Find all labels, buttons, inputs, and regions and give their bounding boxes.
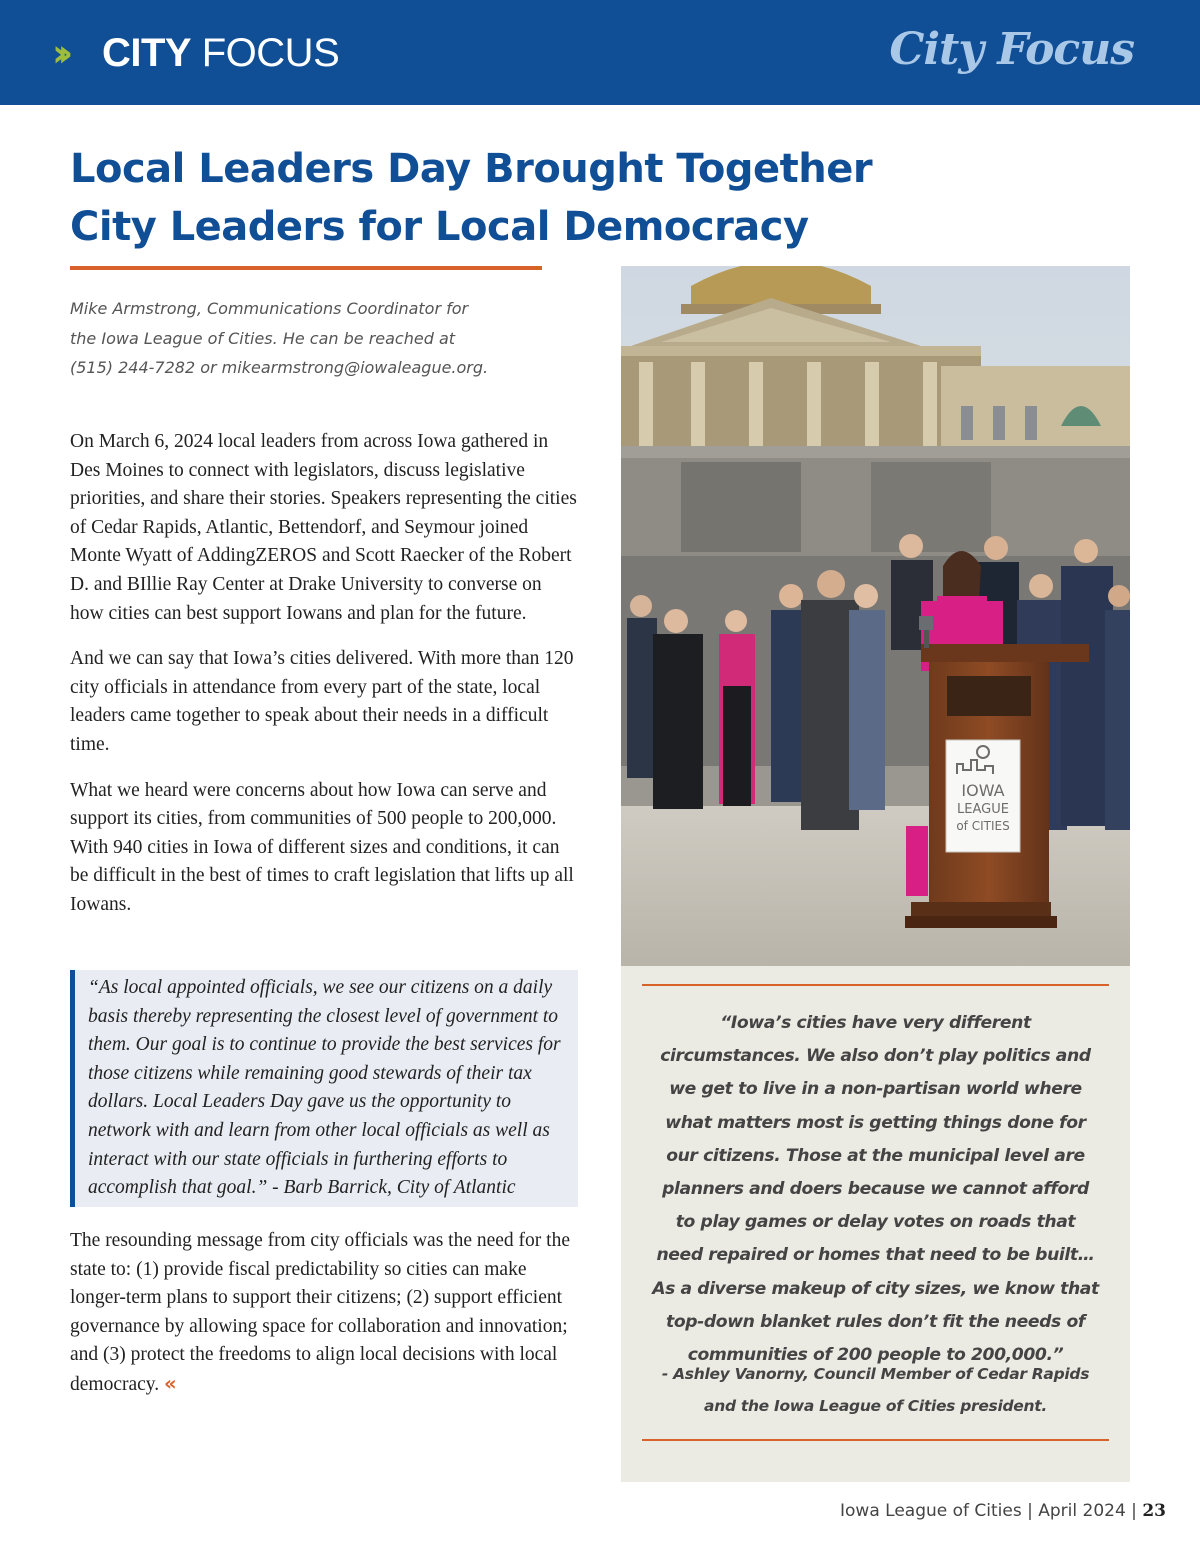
- pull-quote-box: [70, 970, 578, 1207]
- article-title-line-1: Local Leaders Day Brought Together: [70, 146, 873, 192]
- side-quote-attribution-line-2: and the Iowa League of Cities president.: [704, 1397, 1047, 1415]
- byline: [70, 294, 540, 383]
- section-label-bold: CITY: [102, 31, 192, 75]
- podium-sign-line-3: of CITIES: [956, 819, 1010, 833]
- side-quote-attribution-line-1: - Ashley Vanorny, Council Member of Cedar Rapids: [661, 1365, 1090, 1383]
- article-title-line-2: City Leaders for Local Democracy: [70, 204, 809, 250]
- side-quote-text: “Iowa’s cities have very different circumstances. We also don’t play politics and we get to live in a non-partisan world where what matters most is getting things done for our citizens. Those at the municipal level are planners and doers because we cannot afford to play games or delay votes on roads that need repaired or homes that need to be built… As a diverse makeup of city sizes, we know that top-down blanket rules don’t fit the needs of communities of 200 people to 200,000.”: [652, 1013, 1099, 1366]
- double-chevron-right-icon: ››: [52, 31, 64, 75]
- page-footer: [840, 1499, 1166, 1523]
- side-quote-attribution: [650, 1358, 1101, 1422]
- podium-sign-line-2: LEAGUE: [957, 802, 1009, 817]
- body-paragraph: And we can say that Iowa’s cities delivered. With more than 120 city officials in attendance from every part of the state, local leaders came together to speak about their needs in a difficult time.: [70, 648, 574, 755]
- article-body: [70, 428, 580, 937]
- closing-paragraph: [70, 1227, 580, 1400]
- city-focus-logo: City Focus: [889, 24, 1134, 75]
- body-paragraph: On March 6, 2024 local leaders from across Iowa gathered in Des Moines to connect with legislators, discuss legislative priorities, and share their stories. Speakers representing the cities of Cedar Rapids, Atlantic, Bettendorf, and Seymour joined Monte Wyatt of AddingZEROS and Scott Raecker of the Robert D. and BIllie Ray Center at Drake University to converse on how cities can best support Iowans and plan for the future.: [70, 431, 577, 624]
- podium-sign-line-1: IOWA: [961, 781, 1005, 800]
- page-number: 23: [1142, 1501, 1166, 1521]
- capitol-podium-photo-illustration: [621, 266, 1130, 966]
- section-header-bar: [0, 0, 1200, 105]
- side-quote-bottom-rule: [642, 1439, 1109, 1441]
- title-divider: [70, 266, 542, 270]
- section-label-light: FOCUS: [201, 31, 340, 75]
- byline-line-1: Mike Armstrong, Communications Coordinator for: [70, 299, 469, 318]
- body-paragraph: What we heard were concerns about how Iowa can serve and support its cities, from communities of 500 people to 200,000. With 940 cities in Iowa of different sizes and conditions, it can be difficult in the best of times to craft legislation that lifts up all Iowans.: [70, 779, 574, 915]
- article-title: [70, 140, 970, 256]
- section-label: [102, 30, 339, 76]
- footer-publication: Iowa League of Cities | April 2024 |: [840, 1501, 1137, 1521]
- pull-quote-text: “As local appointed officials, we see our citizens on a daily basis thereby representing the closest level of government to them. Our goal is to continue to provide the best services for those citizens while remaining good stewards of their tax dollars. Local Leaders Day gave us the opportunity to network with and learn from other local officials as well as interact with our state officials in furthering efforts to accomplish that goal.” - Barb Barrick, City of Atlantic: [88, 977, 561, 1199]
- byline-line-2: the Iowa League of Cities. He can be reached at: [70, 328, 456, 348]
- closing-paragraph-text: The resounding message from city officials was the need for the state to: (1) provide fiscal predictability so cities can make longer-term plans to support their citizens; (2) support efficient governance by allowing space for collaboration and innovation; and (3) protect the freedoms to align local decisions with local democracy.: [70, 1230, 570, 1395]
- event-photo: [621, 266, 1130, 966]
- side-quote-top-rule: [642, 984, 1109, 986]
- byline-line-3: (515) 244-7282 or mikearmstrong@iowaleague.org.: [70, 358, 489, 377]
- end-of-article-icon: «: [164, 1371, 177, 1395]
